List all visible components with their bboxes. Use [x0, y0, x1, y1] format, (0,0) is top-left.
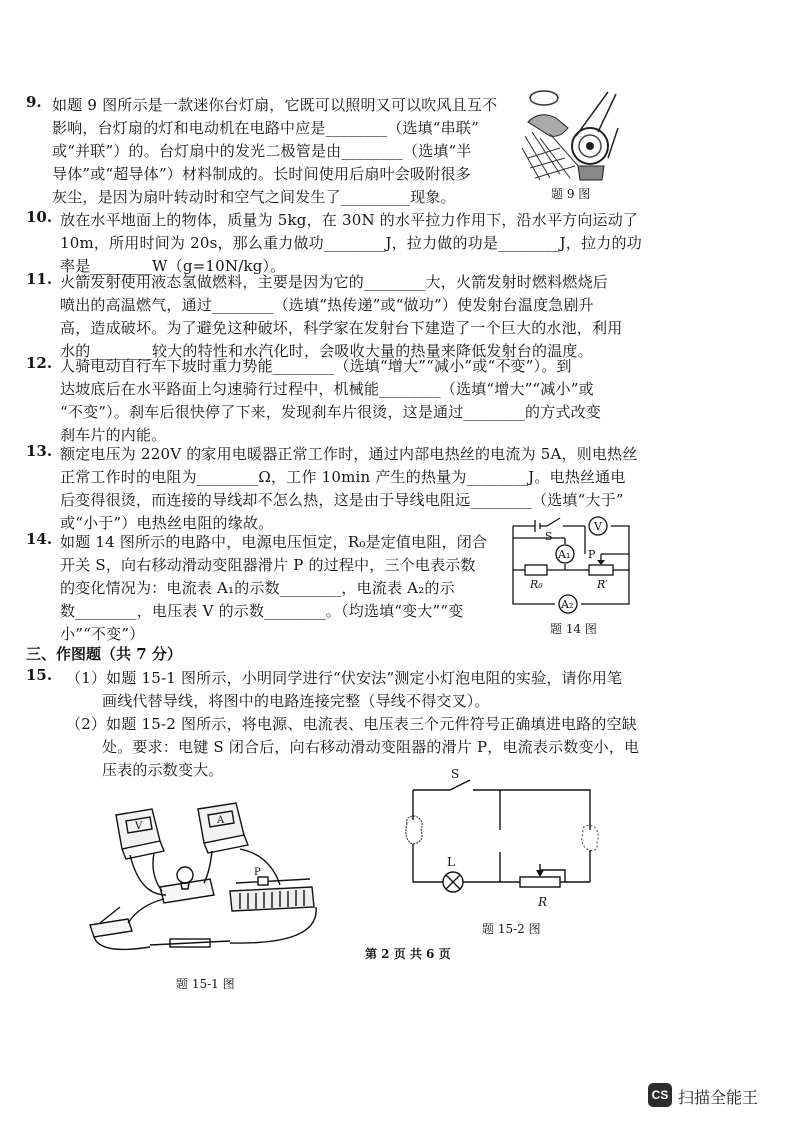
question-text-line: “不变”）。刹车后很快停了下来，发现刹车片很烫，这是通过________的方式改变	[60, 403, 602, 421]
question-text-line: 开关 S，向右移动滑动变阻器滑片 P 的过程中，三个电表示数	[60, 556, 476, 574]
question-text-line: 如题 14 图所示的电路中，电源电压恒定，R₀是定值电阻，闭合	[60, 533, 488, 551]
question-text-line: （2）如题 15-2 图所示，将电源、电流表、电压表三个元件符号正确填进电路的空缺	[66, 715, 637, 733]
question-text-line: 火箭发射使用液态氢做燃料，主要是因为它的________大，火箭发射时燃料燃烧后	[60, 273, 609, 291]
question-text-line: 放在水平地面上的物体，质量为 5kg，在 30N 的水平拉力作用下，沿水平方向运动了	[60, 211, 639, 229]
fig15-1-label-V: V	[135, 821, 143, 832]
question-text-line: 或“并联”）的。台灯扇中的发光二极管是由________（选填“半	[52, 142, 472, 160]
fig15-2-label-S: S	[451, 767, 460, 781]
fig15-1-caption: 题 15-1 图	[176, 977, 235, 991]
question-text-line: 后变得很烫，而连接的导线却不怎么热，这是由于导线电阻远________（选填“大于”	[60, 491, 624, 509]
question-number: 14.	[26, 530, 53, 548]
fig14-label-R0: R₀	[530, 578, 543, 591]
fig14-caption: 题 14 图	[550, 622, 597, 636]
fig9-desk-lamp-fan-image	[520, 88, 620, 184]
question-text-line: 影响，台灯扇的灯和电动机在电路中应是________（选填“串联”	[52, 119, 479, 137]
question-text-line: 人骑电动自行车下坡时重力势能________（选填“增大”“减小”或“不变”）。到	[60, 357, 572, 375]
fig15-2-circuit-diagram	[395, 760, 620, 910]
question-text-line: 喷出的高温燃气，通过________（选填“热传递”或“做功”）使发射台温度急剧升	[60, 296, 594, 314]
fig14-label-A2: A₂	[561, 598, 574, 611]
question-text-line: 如题 9 图所示是一款迷你台灯扇，它既可以照明又可以吹风且互不	[52, 96, 498, 114]
question-text-line: 刹车片的内能。	[60, 426, 167, 444]
question-text-line: 达坡底后在水平路面上匀速骑行过程中，机械能________（选填“增大”“减小”或	[60, 380, 594, 398]
question-text-line: 额定电压为 220V 的家用电暖器正常工作时，通过内部电热丝的电流为 5A，则电热丝	[60, 445, 638, 463]
camscanner-text: 扫描全能王	[678, 1090, 759, 1107]
fig15-1-label-P: P	[254, 867, 261, 878]
question-number: 13.	[26, 442, 53, 460]
question-text-line: 压表的示数变大。	[102, 761, 224, 779]
fig15-2-label-L: L	[447, 855, 455, 869]
question-text-line: 灰尘，是因为扇叶转动时和空气之间发生了_________现象。	[52, 188, 456, 206]
question-text-line: 水的________较大的特性和水汽化时，会吸收大量的热量来降低发射台的温度。	[60, 342, 593, 360]
question-text-line: 高，造成破坏。为了避免这种破坏，科学家在发射台下建造了一个巨大的水池，利用	[60, 319, 623, 337]
question-text-line: 10m，所用时间为 20s，那么重力做功________J，拉力做的功是________J，拉力的功	[60, 234, 642, 252]
fig15-1-apparatus-drawing	[80, 795, 330, 970]
question-text-line: 导体”或“超导体”）材料制成的。长时间使用后扇叶会吸附很多	[52, 165, 471, 183]
question-text-line: 或“小于”）电热丝电阻的缘故。	[60, 514, 274, 532]
question-number: 11.	[26, 270, 53, 288]
fig15-2-label-R: R	[538, 895, 548, 909]
question-text-line: 的变化情况为：电流表 A₁的示数________，电流表 A₂的示	[60, 579, 455, 597]
question-text-line: 处。要求：电键 S 闭合后，向右移动滑动变阻器的滑片 P，电流表示数变小，电	[102, 738, 640, 756]
fig15-1-label-A: A	[217, 815, 225, 826]
fig9-caption: 题 9 图	[551, 187, 591, 201]
fig15-2-caption: 题 15-2 图	[482, 922, 541, 936]
question-text-line: 画线代替导线，将图中的电路连接完整（导线不得交叉）。	[102, 692, 490, 710]
camscanner-logo: CS	[648, 1083, 672, 1107]
fig14-label-V: V	[594, 520, 602, 533]
question-number: 10.	[26, 208, 53, 226]
question-text-line: （1）如题 15-1 图所示，小明同学进行“伏安法”测定小灯泡电阻的实验，请你用笔	[66, 669, 623, 687]
fig14-label-Rp: R′	[597, 578, 608, 591]
fig14-label-P: P	[588, 548, 596, 561]
question-text-line: 数________，电压表 V 的示数________。（均选填“变大”“变	[60, 602, 464, 620]
question-text-line: 小”“不变”）	[60, 625, 145, 643]
section-heading: 三、作图题（共 7 分）	[26, 645, 182, 663]
fig14-label-A1: A₁	[558, 548, 571, 561]
question-number: 9.	[26, 93, 42, 111]
question-number: 15.	[26, 666, 53, 684]
page-number: 第 2 页 共 6 页	[365, 947, 451, 961]
question-text-line: 正常工作时的电阻为________Ω，工作 10min 产生的热量为________J。电热丝通电	[60, 468, 626, 486]
question-number: 12.	[26, 354, 53, 372]
question-text-line: 率是________W（g=10N/kg）。	[60, 257, 286, 275]
fig14-circuit-diagram	[505, 514, 640, 616]
fig14-label-S: S	[545, 530, 553, 543]
